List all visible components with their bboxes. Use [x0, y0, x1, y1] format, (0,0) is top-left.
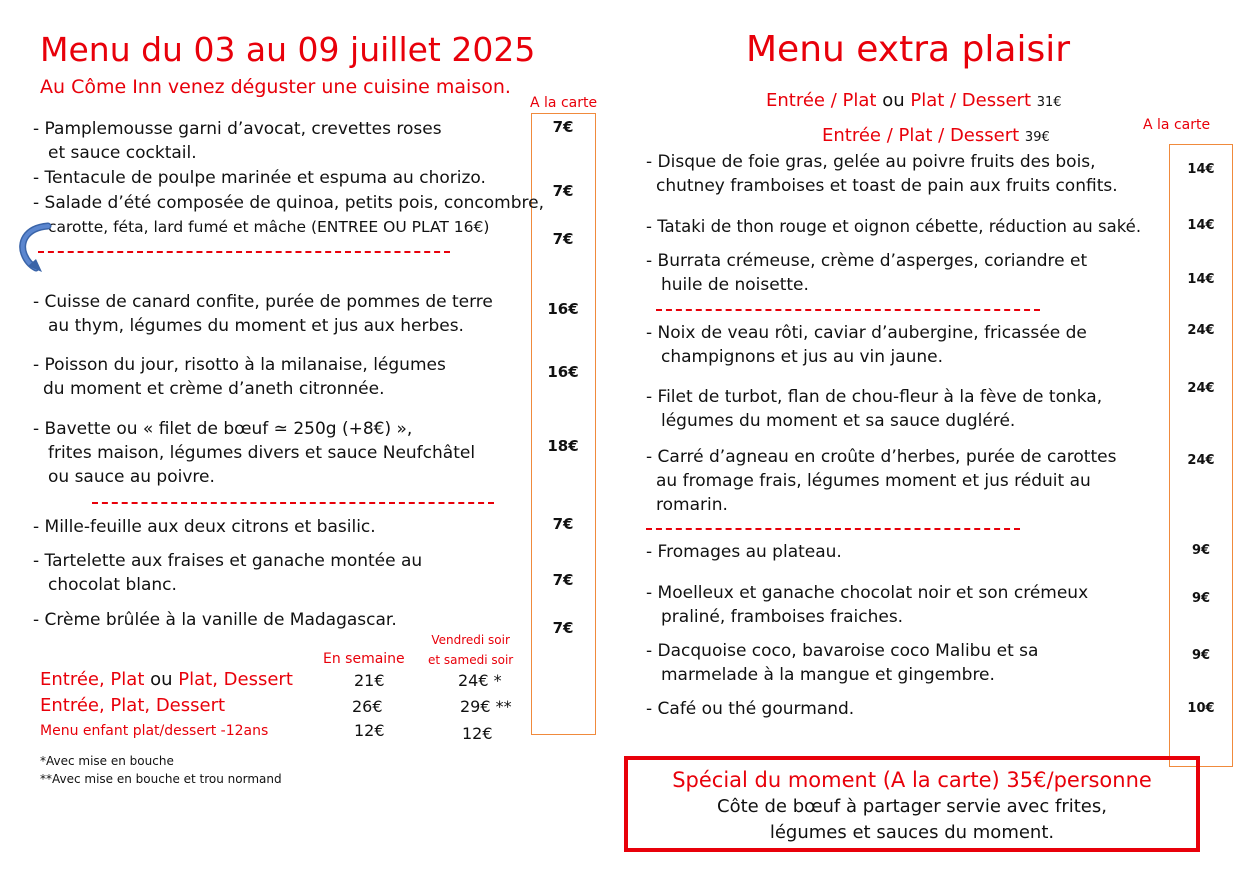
- formula-row-3-semaine: 12€: [354, 721, 385, 740]
- right-dessert-2: - Moelleux et ganache chocolat noir et son crémeux praliné, framboises fraiches.: [646, 583, 1089, 627]
- left-entree-1: - Pamplemousse garni d’avocat, crevettes roses et sauce cocktail.: [33, 119, 442, 163]
- right-formula-2: Entrée / Plat / Dessert 39€: [822, 125, 1050, 146]
- formula-row-1-label: Entrée, Plat ou Plat, Dessert: [40, 669, 293, 690]
- col-header-weekend: Vendredi soir et samedi soir: [428, 633, 514, 667]
- right-entree-2-price: 14€: [1187, 218, 1215, 233]
- left-dessert-2: - Tartelette aux fraises et ganache montée au chocolat blanc.: [33, 551, 423, 595]
- left-a-la-carte-label: A la carte: [530, 95, 598, 111]
- left-separator-2: [92, 502, 494, 504]
- special-line-1: Côte de bœuf à partager servie avec frites,: [717, 796, 1107, 817]
- special-du-moment-box: [624, 756, 1200, 852]
- right-dessert-4-price: 10€: [1187, 701, 1215, 716]
- right-separator-2: [646, 528, 1020, 530]
- left-separator-1: [38, 251, 450, 253]
- left-plat-1-price: 16€: [547, 300, 579, 318]
- left-plat-3: - Bavette ou « filet de bœuf ≃ 250g (+8€) », frites maison, légumes divers et sauce Neufchâtel ou sauce au poivre.: [33, 419, 476, 487]
- right-dessert-1: - Fromages au plateau.: [646, 542, 842, 562]
- formula-row-2-label: Entrée, Plat, Dessert: [40, 695, 226, 716]
- left-dessert-3: - Crème brûlée à la vanille de Madagascar.: [33, 610, 397, 630]
- right-plat-3: - Carré d’agneau en croûte d’herbes, purée de carottes au fromage frais, légumes moment et jus réduit au romarin.: [646, 447, 1117, 515]
- left-entree-2-price: 7€: [552, 182, 574, 200]
- left-plat-2: - Poisson du jour, risotto à la milanaise, légumes du moment et crème d’aneth citronnée.: [33, 355, 446, 399]
- right-entree-3: - Burrata crémeuse, crème d’asperges, coriandre et huile de noisette.: [646, 251, 1088, 295]
- left-entree-1-price: 7€: [552, 118, 574, 136]
- right-separator-1: [656, 309, 1040, 311]
- formula-row-1-semaine: 21€: [354, 671, 385, 690]
- right-a-la-carte-label: A la carte: [1143, 117, 1211, 133]
- right-entree-1-price: 14€: [1187, 162, 1215, 177]
- special-title: Spécial du moment (A la carte) 35€/personne: [672, 768, 1152, 792]
- left-plat-2-price: 16€: [547, 363, 579, 381]
- right-plat-3-price: 24€: [1187, 453, 1215, 468]
- left-entree-3-price: 7€: [552, 230, 574, 248]
- right-dessert-3: - Dacquoise coco, bavaroise coco Malibu et sa marmelade à la mangue et gingembre.: [646, 641, 1039, 685]
- left-plat-3-price: 18€: [547, 437, 579, 455]
- right-plat-2-price: 24€: [1187, 381, 1215, 396]
- left-menu-subtitle: Au Côme Inn venez déguster une cuisine maison.: [40, 76, 511, 98]
- curved-arrow-icon: [18, 222, 52, 278]
- formula-row-1-weekend: 24€ *: [458, 671, 502, 690]
- left-entree-3: - Salade d’été composée de quinoa, petits pois, concombre, carotte, féta, lard fumé et mâche (ENTREE OU PLAT 16€): [33, 193, 544, 236]
- formula-row-3-weekend: 12€: [462, 724, 493, 743]
- right-dessert-4: - Café ou thé gourmand.: [646, 699, 855, 719]
- right-plat-1: - Noix de veau rôti, caviar d’aubergine, fricassée de champignons et jus au vin jaune.: [646, 323, 1087, 367]
- right-menu-title: Menu extra plaisir: [746, 29, 1070, 70]
- left-dessert-2-price: 7€: [552, 571, 574, 589]
- right-dessert-1-price: 9€: [1191, 543, 1211, 558]
- right-dessert-2-price: 9€: [1191, 591, 1211, 606]
- col-header-semaine: En semaine: [323, 651, 405, 667]
- left-plat-1: - Cuisse de canard confite, purée de pommes de terre au thym, légumes du moment et jus aux herbes.: [33, 292, 493, 336]
- note-2: **Avec mise en bouche et trou normand: [40, 772, 282, 786]
- left-menu-title: Menu du 03 au 09 juillet 2025: [40, 30, 536, 69]
- special-line-2: légumes et sauces du moment.: [769, 822, 1055, 843]
- formula-row-2-weekend: 29€ **: [460, 697, 512, 716]
- right-formula-1: Entrée / Plat ou Plat / Dessert 31€: [766, 90, 1062, 111]
- right-entree-1: - Disque de foie gras, gelée au poivre fruits des bois, chutney framboises et toast de pain aux fruits confits.: [646, 152, 1118, 196]
- left-dessert-1: - Mille-feuille aux deux citrons et basilic.: [33, 517, 376, 537]
- formula-row-2-semaine: 26€: [352, 697, 383, 716]
- right-entree-2: - Tataki de thon rouge et oignon cébette, réduction au saké.: [646, 217, 1142, 236]
- right-dessert-3-price: 9€: [1191, 648, 1211, 663]
- left-dessert-1-price: 7€: [552, 515, 574, 533]
- right-plat-1-price: 24€: [1187, 323, 1215, 338]
- right-plat-2: - Filet de turbot, flan de chou-fleur à la fève de tonka, légumes du moment et sa sauce dugléré.: [646, 387, 1103, 431]
- left-entree-2: - Tentacule de poulpe marinée et espuma au chorizo.: [33, 168, 486, 188]
- formula-row-3-label: Menu enfant plat/dessert -12ans: [40, 723, 269, 739]
- left-dessert-3-price: 7€: [552, 619, 574, 637]
- note-1: *Avec mise en bouche: [40, 754, 174, 768]
- right-entree-3-price: 14€: [1187, 272, 1215, 287]
